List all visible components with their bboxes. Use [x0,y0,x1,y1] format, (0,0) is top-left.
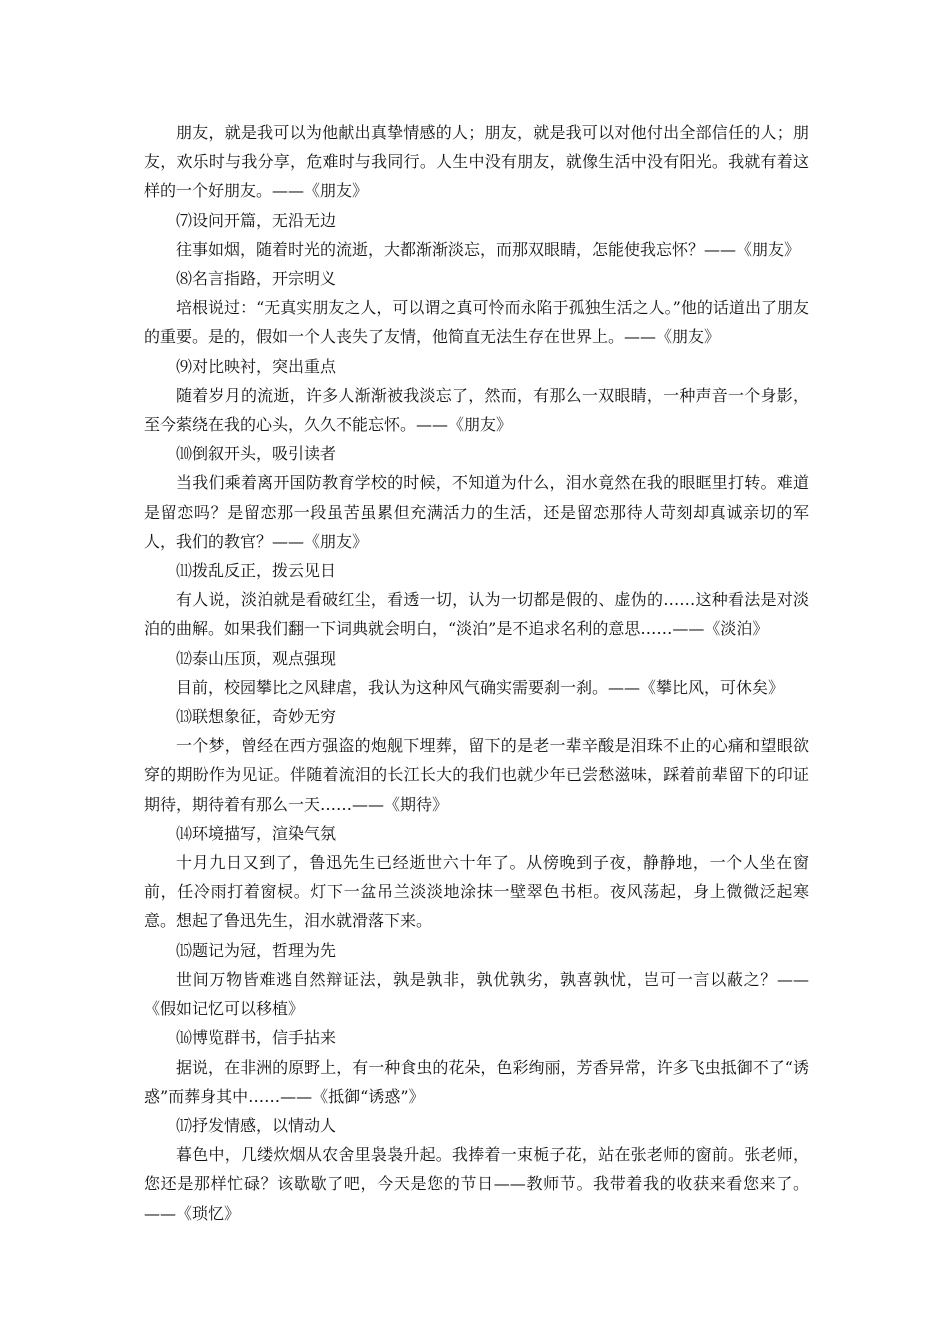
paragraph-17: 暮色中，几缕炊烟从农舍里袅袅升起。我捧着一束栀子花，站在张老师的窗前。张老师，您还是那样忙碌？该歇歇了吧，今天是您的节日——教师节。我带着我的收获来看您来了。——《琐忆》 [144,1145,809,1223]
section-heading-11: ⑾拨乱反正，拨云见日 [176,561,337,581]
section-heading-17: ⒄抒发情感，以情动人 [176,1115,337,1135]
paragraph-15: 世间万物皆难逃自然辩证法，孰是孰非，孰优孰劣，孰喜孰忧，岂可一言以蔽之？——《假如记忆可以移植》 [144,969,809,1019]
paragraph-16: 据说，在非洲的原野上，有一种食虫的花朵，色彩绚丽，芳香异常，许多飞虫抵御不了“诱惑”而葬身其中……——《抵御“诱惑”》 [144,1057,809,1106]
paragraph-10: 当我们乘着离开国防教育学校的时候，不知道为什么，泪水竟然在我的眼眶里打转。难道是留恋吗？是留恋那一段虽苦虽累但充满活力的生活，还是留恋那待人苛刻却真诚亲切的军人，我们的教官？——《朋友》 [144,473,809,551]
document-page [144,118,809,1228]
section-heading-9: ⑼对比映衬，突出重点 [176,356,337,376]
paragraph-12: 目前，校园攀比之风肆虐，我认为这种风气确实需要刹一刹。——《攀比风，可休矣》 [176,677,785,697]
paragraph-intro-friend: 朋友，就是我可以为他献出真挚情感的人；朋友，就是我可以对他付出全部信任的人；朋友，欢乐时与我分享，危难时与我同行。人生中没有朋友，就像生活中没有阳光。我就有着这样的一个好朋友。——《朋友》 [144,123,809,201]
section-heading-16: ⒃博览群书，信手拈来 [176,1028,337,1048]
section-heading-8: ⑻名言指路，开宗明义 [176,269,337,289]
section-heading-10: ⑽倒叙开头，吸引读者 [176,444,337,464]
section-heading-7: ⑺设问开篇，无沿无边 [176,210,337,230]
section-heading-13: ⒀联想象征，奇妙无穷 [176,707,337,727]
paragraph-14: 十月九日又到了，鲁迅先生已经逝世六十年了。从傍晚到子夜，静静地，一个人坐在窗前，任冷雨打着窗棂。灯下一盆吊兰淡淡地涂抹一壁翠色书柜。夜风荡起，身上微微泛起寒意。想起了鲁迅先生，泪水就滑落下来。 [144,853,809,931]
paragraph-13: 一个梦，曾经在西方强盗的炮舰下埋葬，留下的是老一辈辛酸是泪珠不止的心痛和望眼欲穿的期盼作为见证。伴随着流泪的长江长大的我们也就少年已尝愁滋味，踩着前辈留下的印证期待，期待着有那么一天……——《期待》 [144,736,809,814]
section-heading-12: ⑿泰山压顶，观点强现 [176,648,337,668]
section-heading-14: ⒁环境描写，渲染气氛 [176,823,337,843]
section-heading-15: ⒂题记为冠，哲理为先 [176,940,337,960]
paragraph-9: 随着岁月的流逝，许多人渐渐被我淡忘了，然而，有那么一双眼睛，一种声音一个身影，至今萦绕在我的心头，久久不能忘怀。——《朋友》 [144,385,809,435]
paragraph-7: 往事如烟，随着时光的流逝，大都渐渐淡忘，而那双眼睛，怎能使我忘怀？——《朋友》 [176,239,801,259]
paragraph-11: 有人说，淡泊就是看破红尘，看透一切，认为一切都是假的、虚伪的……这种看法是对淡泊的曲解。如果我们翻一下词典就会明白，“淡泊”是不追求名利的意思……——《淡泊》 [144,590,809,639]
paragraph-8: 培根说过：“无真实朋友之人，可以谓之真可怜而永陷于孤独生活之人。”他的话道出了朋友的重要。是的，假如一个人丧失了友情，他简直无法生存在世界上。——《朋友》 [144,298,809,347]
